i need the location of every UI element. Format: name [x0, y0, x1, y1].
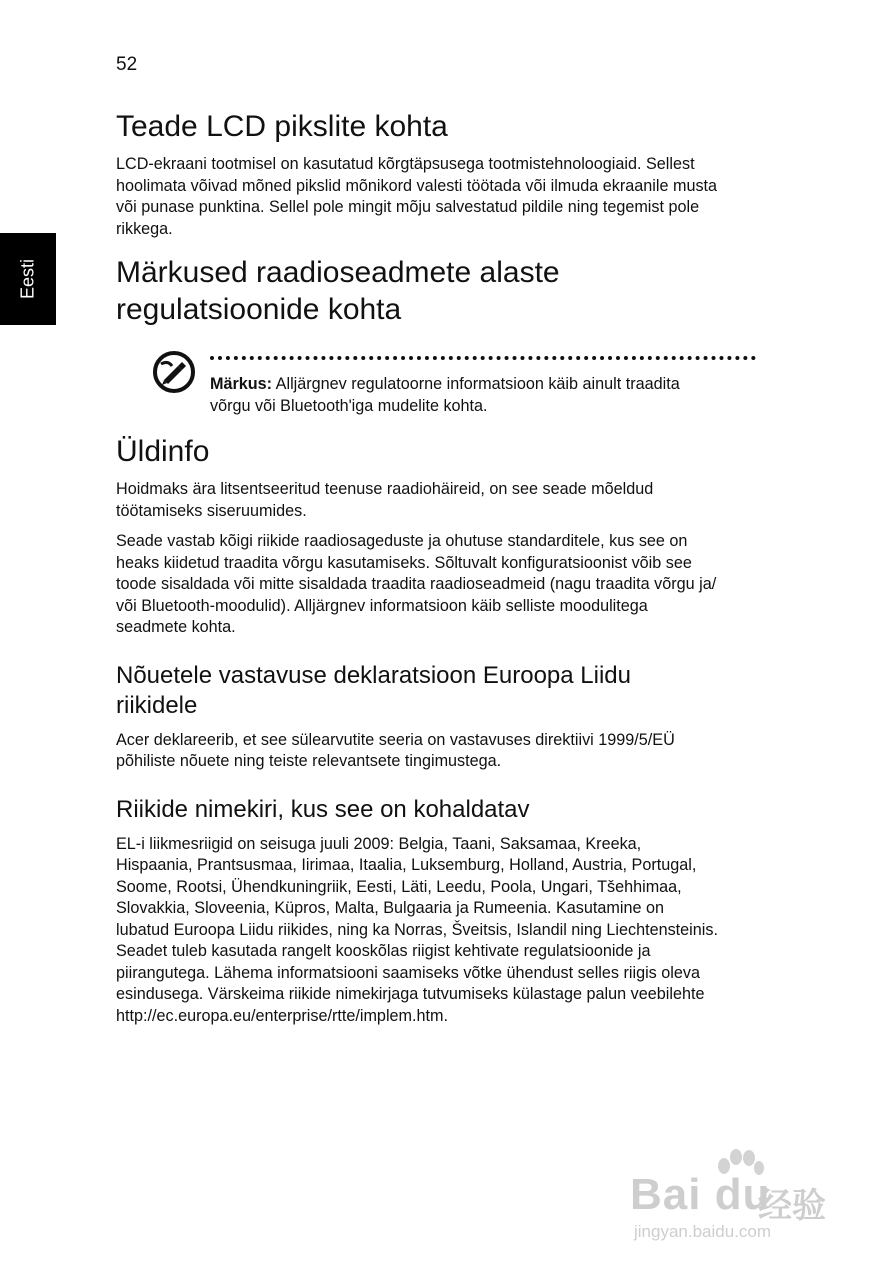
lcd-section-title: Teade LCD pikslite kohta: [116, 110, 448, 143]
lcd-paragraph: [116, 154, 764, 240]
text-line: esindusega. Värskeima riikide nimekirjaga tutvumiseks külastage palun veebilehte: [116, 985, 705, 1003]
baidu-watermark: [630, 1148, 840, 1248]
page-content: [116, 108, 764, 1027]
text-line: Seadet tuleb kasutada rangelt kooskõlas riigist kehtivate regulatsioonide ja: [116, 942, 651, 960]
text-line: või Bluetooth-moodulid). Alljärgnev informatsioon käib selliste moodulitega: [116, 596, 648, 615]
text-line: http://ec.europa.eu/enterprise/rtte/implem.htm.: [116, 1006, 449, 1025]
text-line: põhiliste nõuete ning teiste relevantsete tingimustega.: [116, 752, 502, 770]
text-line: lubatud Euroopa Liidu riikides, ning ka Norras, Šveitsis, Islandil ning Liechtensteinis.: [116, 920, 718, 939]
general-paragraph-2: [116, 531, 764, 639]
note-dotted-rule: [210, 356, 756, 360]
text-line: Soome, Rootsi, Ühendkuningriik, Eesti, Läti, Leedu, Poola, Ungari, Tšehhimaa,: [116, 877, 682, 896]
text-line: EL-i liikmesriigid on seisuga juuli 2009: Belgia, Taani, Saksamaa, Kreeka,: [116, 834, 642, 853]
text-line: toode sisaldada või mitte sisaldada traadita raadioseadmeid (nagu traadita võrgu ja/: [116, 575, 717, 593]
watermark-cn: 经验: [758, 1187, 826, 1225]
page-number: 52: [116, 54, 138, 75]
text-line: Acer deklareerib, et see sülearvutite seeria on vastavuses direktiivi 1999/5/EÜ: [116, 730, 675, 749]
text-line: või punase punktina. Sellel pole mingit mõju salvestatud pildile ning tegemist pole: [116, 198, 700, 216]
note-line: Alljärgnev regulatoorne informatsioon käib ainult traadita: [272, 375, 680, 393]
text-line: Hispaania, Prantsusmaa, Iirimaa, Itaalia, Luksemburg, Holland, Austria, Portugal,: [116, 856, 697, 874]
general-paragraph-1: [116, 479, 764, 522]
text-line: rikkega.: [116, 219, 173, 238]
text-line: seadmete kohta.: [116, 618, 236, 636]
text-line: Seade vastab kõigi riikide raadiosageduste ja ohutuse standarditele, kus see on: [116, 532, 688, 550]
text-line: LCD-ekraani tootmisel on kasutatud kõrgtäpsusega tootmistehnoloogiaid. Sellest: [116, 155, 695, 173]
countries-title: Riikide nimekiri, kus see on kohaldatav: [116, 795, 530, 823]
note-line: võrgu või Bluetooth'iga mudelite kohta.: [210, 396, 488, 415]
watermark-url: jingyan.baidu.com: [634, 1222, 772, 1241]
note-text: [210, 374, 760, 417]
eu-declaration-paragraph: [116, 730, 764, 773]
title-line: Nõuetele vastavuse deklaratsioon Euroopa Liidu: [116, 661, 632, 689]
general-section-title: Üldinfo: [116, 435, 210, 468]
language-side-tab-label: Eesti: [17, 258, 38, 300]
text-line: töötamiseks siseruumides.: [116, 501, 307, 520]
text-line: hoolimata võivad mõned pikslid mõnikord valesti töötada või ilmuda ekraanile musta: [116, 176, 718, 195]
radio-section-title: [116, 254, 764, 328]
text-line: Hoidmaks ära litsentseeritud teenuse raadiohäireid, on see seade mõeldud: [116, 480, 654, 498]
language-side-tab: [0, 233, 56, 325]
title-line: Märkused raadioseadmete alaste: [116, 256, 560, 289]
text-line: Slovakkia, Sloveenia, Küpros, Malta, Bulgaaria ja Rumeenia. Kasutamine on: [116, 899, 664, 917]
title-line: riikidele: [116, 691, 198, 719]
note-label: Märkus:: [210, 375, 273, 393]
note-box: [116, 342, 764, 424]
note-pen-icon: [152, 350, 196, 394]
text-line: heaks kiidetud traadita võrgu kasutamiseks. Sõltuvalt konfiguratsioonist võib see: [116, 553, 692, 572]
watermark-logo: Bai du: [630, 1170, 771, 1219]
eu-declaration-title: [116, 661, 764, 721]
countries-paragraph: [116, 834, 764, 1028]
title-line: regulatsioonide kohta: [116, 293, 402, 326]
text-line: piirangutega. Lähema informatsiooni saamiseks võtke ühendust selles riigis oleva: [116, 963, 700, 982]
